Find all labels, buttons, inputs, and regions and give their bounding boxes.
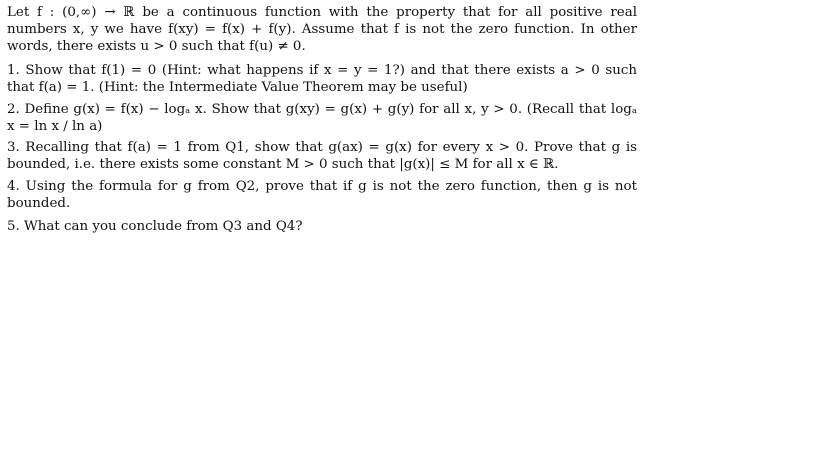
question-4: 4. Using the formula for g from Q2, prove that if g is not the zero function, then g is not bounded. [7, 179, 637, 211]
question-2: 2. Define g(x) = f(x) − logₐ x. Show that g(xy) = g(x) + g(y) for all x, y > 0. (Recall that logₐ x = ln x / ln a) [7, 102, 637, 134]
question-3: 3. Recalling that f(a) = 1 from Q1, show that g(ax) = g(x) for every x > 0. Prove that g is bounded, i.e. there exists some constant M > 0 such that |g(x)| ≤ M for all x ∈ ℝ. [7, 140, 637, 172]
problem-document [7, 4, 637, 235]
intro-paragraph: Let f : (0,∞) → ℝ be a continuous function with the property that for all positive real numbers x, y we have f(xy) = f(x) + f(y). Assume that f is not the zero function. In other words, there exists u > 0 such that f(u) ≠ 0. [7, 5, 637, 54]
question-5: 5. What can you conclude from Q3 and Q4? [7, 219, 303, 234]
question-1: 1. Show that f(1) = 0 (Hint: what happens if x = y = 1?) and that there exists a > 0 such that f(a) = 1. (Hint: the Intermediate Value Theorem may be useful) [7, 63, 637, 95]
